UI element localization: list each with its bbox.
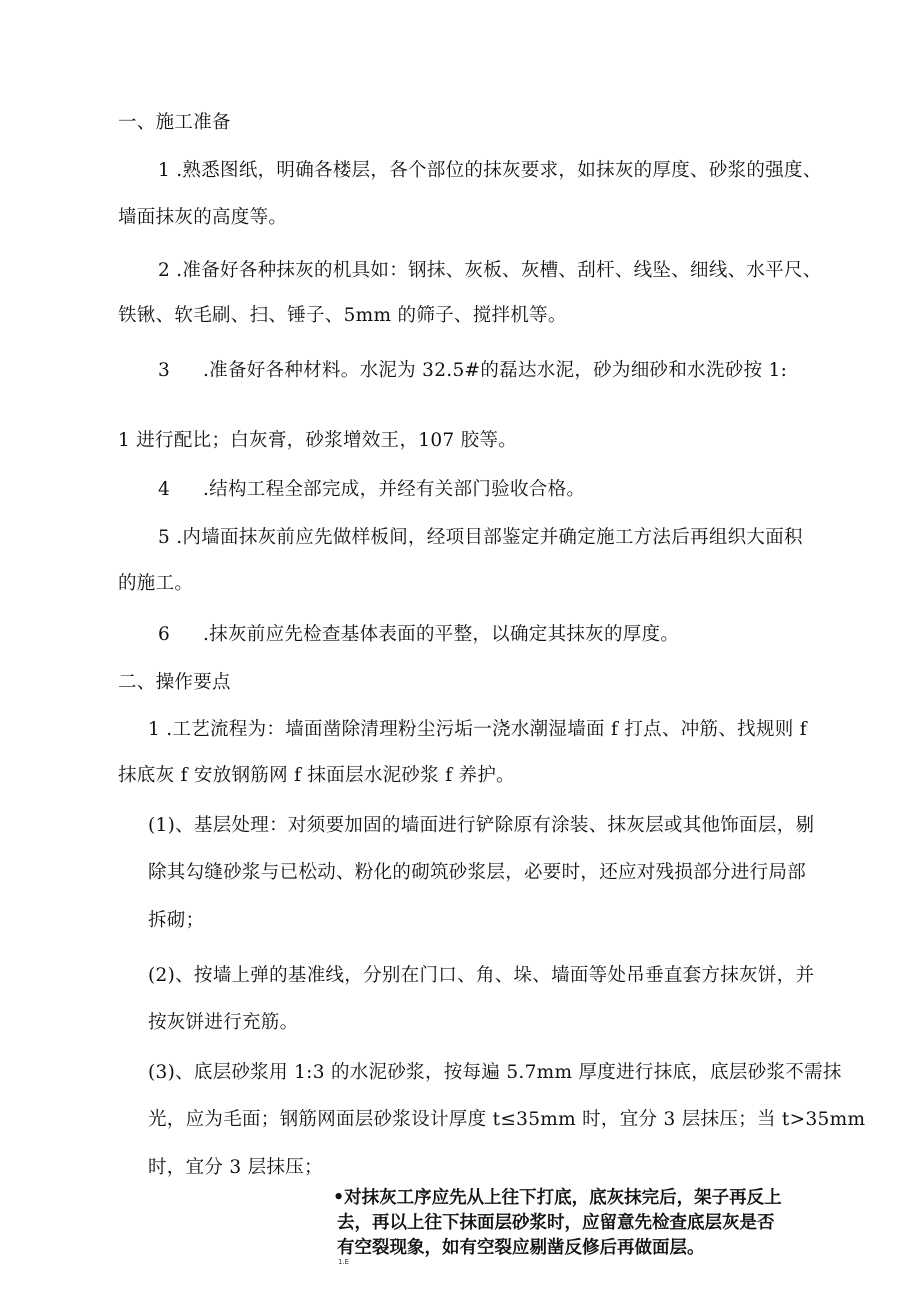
item6-number: 6 [158, 624, 171, 645]
item4-number: 4 [158, 479, 171, 500]
page-mark: 1.E [338, 1258, 350, 1266]
item3-number: 3 [158, 360, 171, 381]
note-line2: 去，再以上往下抹面层砂浆时，应留意先检查底层灰是否 [337, 1213, 775, 1233]
sub2-line1: (2)、按墙上弹的基准线，分别在门口、角、垛、墙面等处吊垂直套方抹灰饼，并 [148, 965, 815, 986]
note-line3: 有空裂现象，如有空裂应剔凿反修后再做面层。 [337, 1238, 705, 1258]
sub2-line2: 按灰饼进行充筋。 [148, 1012, 299, 1033]
section2-heading: 二、操作要点 [118, 672, 231, 693]
section1-heading: 一、施工准备 [118, 112, 231, 133]
sub3-line2: 光，应为毛面；钢筋网面层砂浆设计厚度 t≤35mm 时，宜分 3 层抹压；当 t>35mm [148, 1109, 866, 1130]
sub1-line1: (1)、基层处理：对须要加固的墙面进行铲除原有涂装、抹灰层或其他饰面层，剔 [148, 815, 815, 836]
sub1-line3: 拆砌； [148, 910, 205, 931]
flow-line2: 抹底灰 f 安放钢筋网 f 抹面层水泥砂浆 f 养护。 [118, 765, 515, 786]
item2-line2: 铁锹、软毛刷、扫、锤子、5mm 的筛子、搅拌机等。 [118, 305, 567, 326]
item3-line2: 1 进行配比；白灰膏，砂浆增效王，107 胶等。 [118, 430, 518, 451]
item5-line1: 5 .内墙面抹灰前应先做样板间，经项目部鉴定并确定施工方法后再组织大面积 [158, 527, 803, 548]
note-line1: •对抹灰工序应先从上往下打底，底灰抹完后，架子再反上 [333, 1188, 782, 1208]
item1-line1: 1 .熟悉图纸，明确各楼层，各个部位的抹灰要求，如抹灰的厚度、砂浆的强度、 [158, 160, 822, 181]
sub1-line2: 除其勾缝砂浆与已松动、粉化的砌筑砂浆层，必要时，还应对残损部分进行局部 [148, 862, 807, 883]
flow-line1: 1 .工艺流程为：墙面凿除清理粉尘污垢一浇水潮湿墙面 f 打点、冲筋、找规则 f [148, 719, 807, 740]
item5-line2: 的施工。 [118, 573, 194, 594]
sub3-line1: (3)、底层砂浆用 1:3 的水泥砂浆，按每遍 5.7mm 厚度进行抹底，底层砂浆不需抹 [148, 1062, 842, 1083]
sub3-line3: 时，宜分 3 层抹压； [148, 1157, 323, 1178]
item6-text: .抹灰前应先检查基体表面的平整，以确定其抹灰的厚度。 [203, 624, 680, 645]
item4-text: .结构工程全部完成，并经有关部门验收合格。 [203, 479, 586, 500]
item3-text: .准备好各种材料。水泥为 32.5#的磊达水泥，砂为细砂和水洗砂按 1: [203, 360, 788, 381]
item2-line1: 2 .准备好各种抹灰的机具如：钢抹、灰板、灰槽、刮杆、线坠、细线、水平尺、 [158, 260, 822, 281]
item1-line2: 墙面抹灰的高度等。 [118, 207, 288, 228]
